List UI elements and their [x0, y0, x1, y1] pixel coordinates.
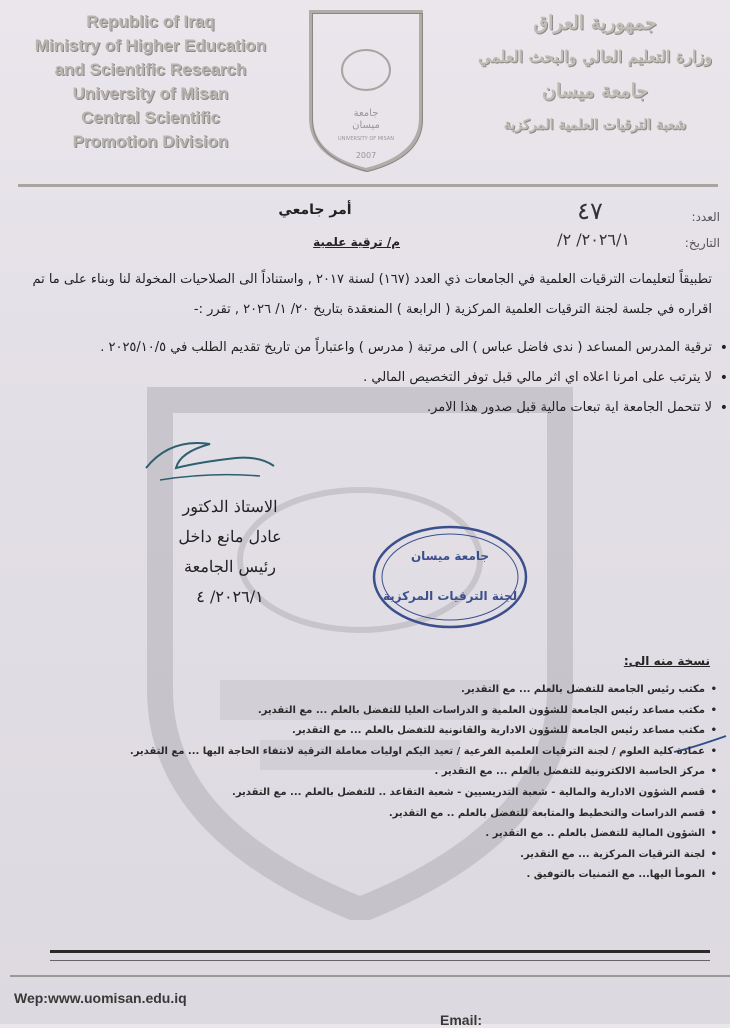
- header-divider: [18, 184, 718, 187]
- logo-text-3: UNIVERSITY OF MISAN: [338, 136, 394, 142]
- list-item: • لا تتحمل الجامعة اية تبعات مالية قبل صدور هذا الامر.: [30, 394, 712, 422]
- list-item: • قسم الدراسات والتخطيط والمتابعة للتفضل بالعلم .. مع التقدير.: [40, 804, 705, 825]
- list-item: • عمادة كلية العلوم / لجنة الترقيات العلمية الفرعية / تعيد اليكم اوليات معاملة الترقية لانتفاء الحاجة اليها ... مع التقدير.: [40, 742, 705, 763]
- signature-date: ٢٠٢٦/١/ ٤: [196, 587, 264, 606]
- list-item: • ترقية المدرس المساعد ( ندى فاضل عباس ) الى مرتبة ( مدرس ) واعتباراً من تاريخ تقديم الطلب في ٢٠٢٥/١٠/٥ .: [30, 334, 712, 362]
- university-logo: [305, 8, 427, 172]
- footer-divider: [50, 960, 710, 961]
- header-en-line: Republic of Iraq: [86, 12, 215, 31]
- header-ar-line: جمهورية العراق: [533, 12, 657, 34]
- website-link[interactable]: Wep:www.uomisan.edu.iq: [14, 990, 187, 1006]
- list-item: • قسم الشؤون الادارية والمالية - شعبة التدريسيين - شعبة التقاعد .. للتفضل بالعلم ... مع التقدير.: [40, 783, 705, 804]
- date-label: التاريخ:: [684, 236, 720, 250]
- list-item: • لا يترتب على امرنا اعلاه اي اثر مالي قبل توفر التخصيص المالي .: [30, 364, 712, 392]
- header-english: [8, 10, 293, 154]
- header-en-line: Ministry of Higher Education: [34, 36, 267, 55]
- signature-position: رئيس الجامعة: [184, 557, 276, 576]
- official-stamp: [370, 522, 530, 632]
- signature-name: عادل مانع داخل: [178, 527, 282, 546]
- copies-title: نسخة منه الى:: [623, 654, 710, 668]
- footer-divider: [10, 975, 730, 977]
- header-en-line: and Scientific Research: [54, 60, 247, 79]
- list-item: • مكتب رئيس الجامعة للتفضل بالعلم ... مع التقدير.: [40, 680, 705, 701]
- header-en-line: University of Misan: [72, 84, 229, 103]
- logo-year: 2007: [355, 151, 377, 160]
- header-arabic: [470, 6, 720, 142]
- signature-block: [140, 492, 320, 612]
- list-item: • مكتب مساعد رئيس الجامعة للشؤون العلمية و الدراسات العليا للتفضل بالعلم ... مع التقدير.: [40, 701, 705, 722]
- signature-title: الاستاذ الدكتور: [182, 497, 278, 516]
- list-item: • المومأ اليها... مع التمنيات بالتوفيق .: [40, 865, 705, 886]
- date-value: ٢٠٢٦/١/ ٢/: [557, 230, 630, 249]
- document-title: أمر جامعي: [278, 202, 352, 218]
- list-item: • الشؤون المالية للتفضل بالعلم .. مع التقدير .: [40, 824, 705, 845]
- header-en-line: Central Scientific: [81, 108, 220, 127]
- stamp-line-2: لجنة الترقيات المركزية: [382, 589, 518, 603]
- header-ar-line: جامعة ميسان: [541, 80, 649, 102]
- number-value: ٤٧: [577, 197, 603, 225]
- header-ar-line: وزارة التعليم العالي والبحث العلمي: [478, 47, 712, 66]
- intro-paragraph: تطبيقاً لتعليمات الترقيات العلمية في الجامعات ذي العدد (١٦٧) لسنة ٢٠١٧ , واستناداً الى الصلاحيات المخولة لنا وبناء على ما تم اقراره في جلسة لجنة الترقيات العلمية المركزية ( الرابعة ) المنعقدة بتاريخ ٢٠/ ١/ ٢٠٢٦ , تقرر :-: [32, 272, 712, 317]
- header-ar-line: شعبة الترقيات العلمية المركزية: [503, 117, 687, 133]
- list-item: • مركز الحاسبة الالكترونية للتفضل بالعلم ... مع التقدير .: [40, 762, 705, 783]
- header-en-line: Promotion Division: [72, 132, 229, 151]
- footer-divider: [50, 950, 710, 953]
- decision-list: [30, 334, 730, 424]
- number-label: العدد:: [691, 210, 720, 224]
- stamp-line-1: جامعة ميسان: [410, 549, 490, 563]
- document-subject: م/ ترقية علمية: [313, 235, 400, 249]
- copies-list: [40, 680, 719, 886]
- logo-text-2: ميسان: [352, 120, 380, 131]
- email-label: Email:: [440, 1012, 483, 1028]
- list-item: • لجنة الترقيات المركزية ... مع التقدير.: [40, 845, 705, 866]
- signature-scribble: [140, 432, 280, 488]
- list-item: • مكتب مساعد رئيس الجامعة للشؤون الادارية والقانونية للتفضل بالعلم ... مع التقدير.: [40, 721, 705, 742]
- logo-text-1: جامعة: [353, 108, 379, 119]
